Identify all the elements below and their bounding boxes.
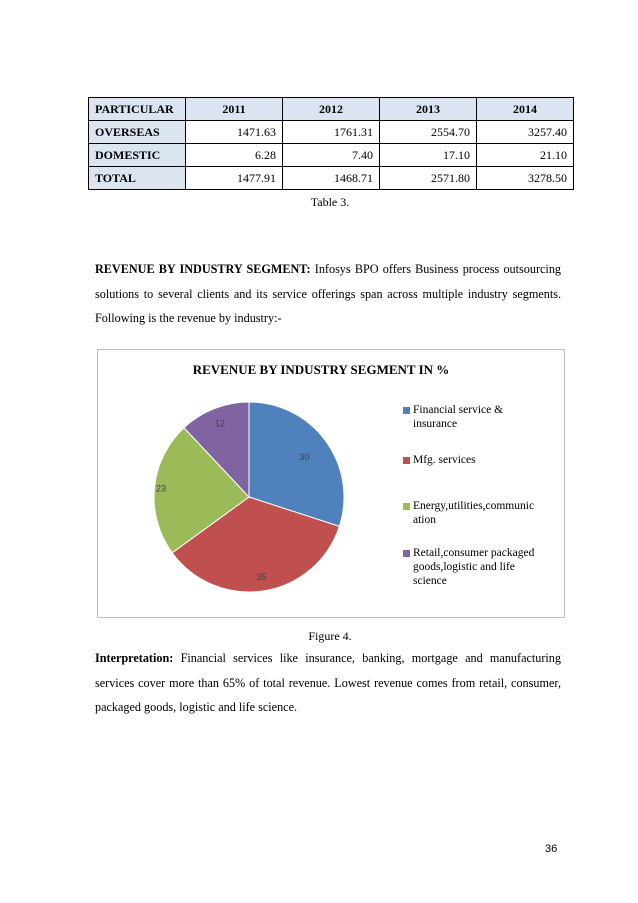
table-cell: 1471.63 <box>186 121 283 144</box>
section-body: Infosys BPO offers Business process outsourcing solutions to several clients and its service offerings span across multiple industry segments. Following is the revenue by industry:- <box>95 262 562 325</box>
table-header-cell: 2012 <box>283 98 380 121</box>
table-header-cell: 2014 <box>477 98 574 121</box>
table-cell: 17.10 <box>380 144 477 167</box>
table-row-label: OVERSEAS <box>89 121 186 144</box>
table-row <box>89 144 574 167</box>
table-row <box>89 167 574 190</box>
table-cell: 7.40 <box>283 144 380 167</box>
section-paragraph <box>95 257 561 331</box>
legend-label: Energy,utilities,communic ation <box>413 500 535 526</box>
table-cell: 2571.80 <box>380 167 477 190</box>
figure-caption: Figure 4. <box>308 629 352 643</box>
chart-title: REVENUE BY INDUSTRY SEGMENT IN % <box>192 362 450 377</box>
legend-swatch <box>403 550 410 557</box>
table-cell: 1477.91 <box>186 167 283 190</box>
table-cell: 3257.40 <box>477 121 574 144</box>
legend-label: Mfg. services <box>413 454 476 466</box>
interpretation-body: Financial services like insurance, banking, mortgage and manufacturing services cover more than 65% of total revenue. Lowest revenue comes from retail, consumer, packaged goods, logistic and life science. <box>95 651 561 714</box>
page-number: 36 <box>545 843 558 855</box>
interpretation-label: Interpretation: <box>95 651 174 665</box>
table-cell: 1761.31 <box>283 121 380 144</box>
table-row-label: DOMESTIC <box>89 144 186 167</box>
table-caption: Table 3. <box>310 195 350 209</box>
pie-data-label: 12 <box>214 418 225 429</box>
table-header-cell: 2011 <box>186 98 283 121</box>
revenue-table <box>88 97 574 190</box>
table-cell: 1468.71 <box>283 167 380 190</box>
table-row-label: TOTAL <box>89 167 186 190</box>
table-cell: 2554.70 <box>380 121 477 144</box>
section-heading: REVENUE BY INDUSTRY SEGMENT: <box>95 262 311 276</box>
pie-data-label: 35 <box>256 571 267 582</box>
table-row <box>89 121 574 144</box>
pie-chart <box>97 349 565 618</box>
table-header-cell: 2013 <box>380 98 477 121</box>
legend-swatch <box>403 407 410 414</box>
table-header-row <box>89 98 574 121</box>
pie-data-label: 30 <box>299 451 310 462</box>
pie-data-label: 23 <box>156 483 167 494</box>
legend-label: Retail,consumer packaged goods,logistic and life science <box>413 547 535 587</box>
legend-swatch <box>403 503 410 510</box>
table-cell: 6.28 <box>186 144 283 167</box>
table-cell: 3278.50 <box>477 167 574 190</box>
interpretation-paragraph <box>95 646 561 720</box>
table-cell: 21.10 <box>477 144 574 167</box>
legend-swatch <box>403 457 410 464</box>
table-header-cell: PARTICULAR <box>89 98 186 121</box>
legend-label: Financial service & insurance <box>413 404 504 430</box>
